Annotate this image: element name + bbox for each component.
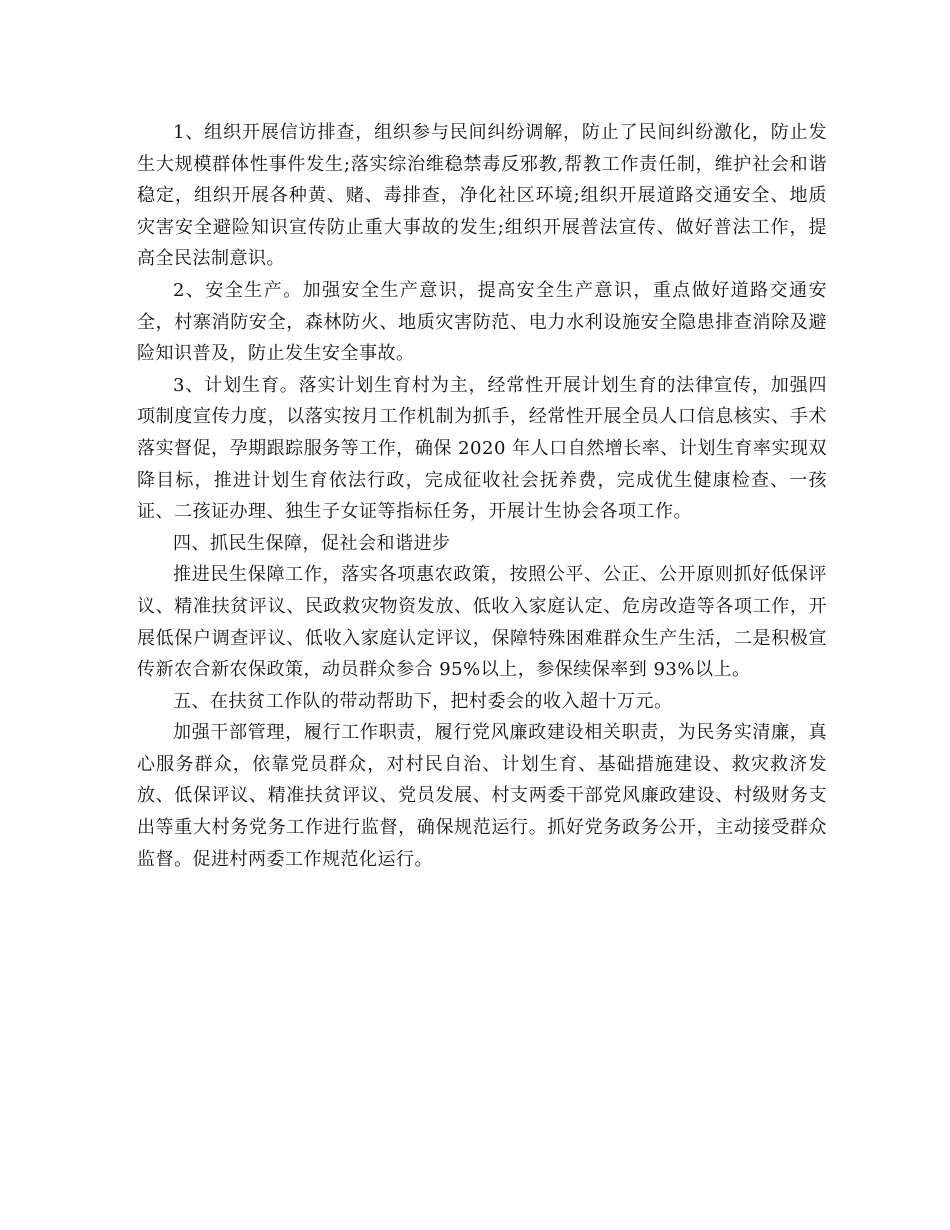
paragraph-livelihood: 推进民生保障工作，落实各项惠农政策，按照公平、公正、公开原则抓好低保评议、精准扶贫评议、民政救灾物资发放、低收入家庭认定、危房改造等各项工作，开展低保户调查评议、低收入家庭认定评议，保障特殊困难群众生产生活，二是积极宣传新农合新农保政策，动员群众参合 95%以上，参保续保率到 93%以上。 (137, 564, 827, 681)
paragraph-cadre-management: 加强干部管理，履行工作职责，履行党风廉政建设相关职责，为民务实清廉，真心服务群众，依靠党员群众，对村民自治、计划生育、基础措施建设、救灾救济发放、低保评议、精准扶贫评议、党员发展、村支两委干部党风廉政建设、村级财务支出等重大村务党务工作进行监督，确保规范运行。抓好党务政务公开，主动接受群众监督。促进村两委工作规范化运行。 (137, 722, 827, 870)
section-heading-poverty-alleviation: 五、在扶贫工作队的带动帮助下，把村委会的收入超十万元。 (173, 690, 673, 712)
paragraph-safe-production: 2、安全生产。加强安全生产意识，提高安全生产意识，重点做好道路交通安全，村寨消防安全，森林防火、地质灾害防范、电力水利设施安全隐患排查消除及避险知识普及，防止发生安全事故。 (137, 279, 827, 365)
document-body (137, 117, 827, 875)
paragraph-public-security: 1、组织开展信访排查，组织参与民间纠纷调解，防止了民间纠纷激化，防止发生大规模群体性事件发生;落实综治维稳禁毒反邪教,帮教工作责任制，维护社会和谐稳定，组织开展各种黄、赌、毒排查，净化社区环境;组织开展道路交通安全、地质灾害安全避险知识宣传防止重大事故的发生;组织开展普法宣传、做好普法工作，提高全民法制意识。 (137, 122, 827, 270)
paragraph-family-planning: 3、计划生育。落实计划生育村为主，经常性开展计划生育的法律宣传，加强四项制度宣传力度，以落实按月工作机制为抓手，经常性开展全员人口信息核实、手术落实督促，孕期跟踪服务等工作，确保 2020 年人口自然增长率、计划生育率实现双降目标，推进计划生育依法行政，完成征收社会抚养费，完成优生健康检查、一孩证、二孩证办理、独生子女证等指标任务，开展计生协会各项工作。 (137, 374, 827, 523)
section-heading-livelihood: 四、抓民生保障，促社会和谐进步 (173, 532, 451, 554)
